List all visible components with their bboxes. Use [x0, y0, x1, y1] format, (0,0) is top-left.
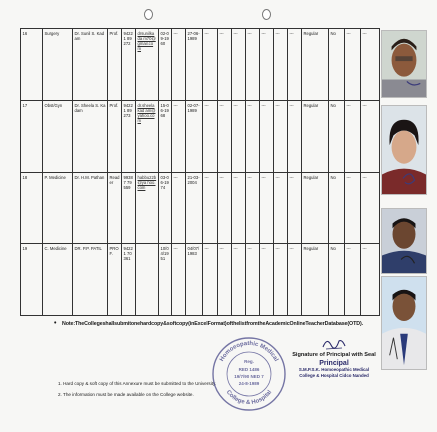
cell-email — [136, 244, 159, 316]
cell-sno: 17 — [21, 100, 43, 172]
cell-c13: --- — [246, 244, 260, 316]
seal-line-4: 24-8-1989 — [238, 381, 260, 386]
cell-c15: --- — [274, 100, 288, 172]
cell-doj: 02-07-1989 — [186, 100, 203, 172]
cell-c14: --- — [260, 100, 274, 172]
cell-c11: --- — [218, 100, 232, 172]
signature-title: Signature of Principal with Seal — [292, 352, 376, 358]
cell-c16: --- — [288, 100, 302, 172]
cell-c20: --- — [361, 172, 380, 244]
cell-status: Regular — [302, 172, 329, 244]
cell-c11: --- — [218, 244, 232, 316]
seal-line-1: Reg. — [244, 359, 254, 364]
cell-c11: --- — [218, 172, 232, 244]
punch-hole-left — [144, 9, 153, 20]
cell-c12: --- — [232, 29, 246, 101]
cell-department: P. Medicine — [43, 172, 73, 244]
cell-c14: --- — [260, 172, 274, 244]
cell-designation: Reader — [108, 172, 122, 244]
cell-department: C. Medicine — [43, 244, 73, 316]
table-row — [21, 172, 380, 244]
cell-answer: No — [329, 100, 345, 172]
cell-c15: --- — [274, 29, 288, 101]
cell-c8: --- — [172, 244, 186, 316]
cell-answer: No — [329, 29, 345, 101]
cell-dob: 15-06-1968 — [159, 100, 172, 172]
seal-line-2: RED 1486 — [238, 367, 260, 372]
cell-doj: 21-03-2004 — [186, 172, 203, 244]
cell-doj: 04/07/1983 — [186, 244, 203, 316]
cell-name: Dr. H.M. Pathan — [73, 172, 108, 244]
cell-c16: --- — [288, 244, 302, 316]
stamp-line-2: College & Hospital Cidco Nanded — [299, 373, 369, 378]
cell-phone: 94221 89272 — [122, 29, 136, 101]
cell-c19: --- — [345, 100, 361, 172]
stamp-line-1: S.M.P.S.K. Homoeopathic Medical — [298, 367, 370, 372]
cell-dob: 02-09-1960 — [159, 29, 172, 101]
seal-ring-bottom: College & Hospital — [224, 389, 274, 407]
cell-c12: --- — [232, 244, 246, 316]
cell-email: dr.sheelakad am@yahoo.com — [136, 100, 159, 172]
cell-phone: 94221 70361 — [122, 244, 136, 316]
cell-c10: --- — [203, 29, 218, 101]
cell-c20: --- — [361, 29, 380, 101]
svg-text:College & Hospital — [225, 389, 274, 406]
faculty-photo-4 — [381, 276, 427, 370]
table-row — [21, 244, 380, 316]
footnote-2: 2. The information must be made available on the College website. — [58, 392, 194, 397]
signature-block — [284, 335, 384, 379]
cell-c10: --- — [203, 100, 218, 172]
college-seal — [210, 335, 288, 413]
table-row — [21, 100, 380, 172]
cell-answer: No — [329, 244, 345, 316]
cell-dob: 03-06-1974 — [159, 172, 172, 244]
cell-c11: --- — [218, 29, 232, 101]
cell-c15: --- — [274, 172, 288, 244]
footnote-1: 1. Hard copy & soft copy of this Annexure must be submitted to the University. — [58, 381, 217, 386]
cell-name: Dr. Sheela S. Kadam — [73, 100, 108, 172]
cell-status: Regular — [302, 100, 329, 172]
cell-designation: Prof. — [108, 29, 122, 101]
cell-c10: --- — [203, 244, 218, 316]
cell-designation: Prof. — [108, 100, 122, 172]
cell-phone: 94221 89273 — [122, 100, 136, 172]
cell-doj: 27-06-1989 — [186, 29, 203, 101]
cell-name: Dr. Sunil S. Kadam — [73, 29, 108, 101]
teacher-table — [20, 28, 378, 316]
cell-c19: --- — [345, 244, 361, 316]
cell-c12: --- — [232, 172, 246, 244]
cell-c10: --- — [203, 172, 218, 244]
cell-c16: --- — [288, 172, 302, 244]
cell-c13: --- — [246, 29, 260, 101]
cell-c14: --- — [260, 29, 274, 101]
table-row — [21, 29, 380, 101]
cell-c16: --- — [288, 29, 302, 101]
cell-status: Regular — [302, 244, 329, 316]
cell-sno: 16 — [21, 29, 43, 101]
cell-c13: --- — [246, 172, 260, 244]
note-text: • Note:TheCollegeshallsubmitonehardcopy&softcopy(inExcelFormat)ofthelistfromtheAcademicOnlineTeacherDatabase(OTD). — [62, 321, 372, 327]
cell-c20: --- — [361, 100, 380, 172]
seal-ring-top: Homoeopathic Medical — [219, 340, 279, 363]
cell-email: habbu22b@ya hoo.com — [136, 172, 159, 244]
cell-phone: 99387 79559 — [122, 172, 136, 244]
faculty-photo-2 — [381, 105, 427, 195]
cell-answer: No — [329, 172, 345, 244]
cell-department: Surgery — [43, 29, 73, 101]
cell-designation: PROF. — [108, 244, 122, 316]
faculty-photo-1 — [381, 30, 427, 98]
stamp-principal: Principal — [319, 360, 349, 367]
cell-email: drsunilkada m70@gmail.com — [136, 29, 159, 101]
cell-c15: --- — [274, 244, 288, 316]
cell-c20: --- — [361, 244, 380, 316]
cell-c12: --- — [232, 100, 246, 172]
cell-sno: 18 — [21, 172, 43, 244]
cell-c19: --- — [345, 29, 361, 101]
cell-status: Regular — [302, 29, 329, 101]
cell-name: DR. P.P. PATIL — [73, 244, 108, 316]
signature-scribble-icon — [320, 335, 348, 351]
cell-c13: --- — [246, 100, 260, 172]
cell-c8: --- — [172, 29, 186, 101]
cell-dob: 10/04/1951 — [159, 244, 172, 316]
cell-c8: --- — [172, 172, 186, 244]
punch-hole-right — [262, 9, 271, 20]
cell-department: Obst/Gyn — [43, 100, 73, 172]
cell-c19: --- — [345, 172, 361, 244]
cell-c14: --- — [260, 244, 274, 316]
cell-sno: 19 — [21, 244, 43, 316]
cell-c8: --- — [172, 100, 186, 172]
seal-line-3: 19/7/90 NED 7 — [234, 374, 264, 379]
faculty-photo-3 — [381, 208, 427, 274]
